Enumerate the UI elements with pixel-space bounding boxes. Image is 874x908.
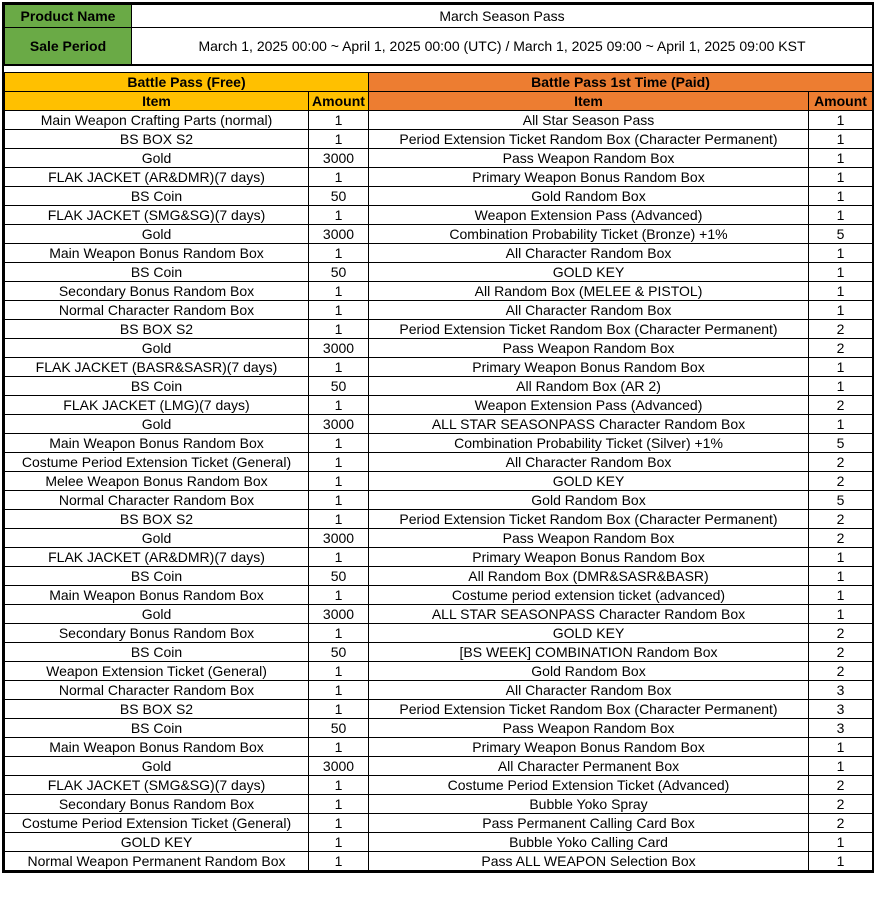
free-amount-cell: 1: [309, 320, 369, 339]
paid-amount-cell: 1: [809, 757, 873, 776]
paid-item-cell: Primary Weapon Bonus Random Box: [369, 358, 809, 377]
product-name-row: [5, 5, 873, 28]
free-item-cell: FLAK JACKET (BASR&SASR)(7 days): [5, 358, 309, 377]
product-name-label: Product Name: [5, 5, 132, 28]
paid-amount-cell: 2: [809, 453, 873, 472]
paid-item-cell: Bubble Yoko Spray: [369, 795, 809, 814]
paid-item-cell: GOLD KEY: [369, 624, 809, 643]
season-pass-sheet: [2, 2, 874, 873]
paid-item-cell: ALL STAR SEASONPASS Character Random Box: [369, 605, 809, 624]
free-item-cell: Gold: [5, 149, 309, 168]
free-item-cell: Gold: [5, 757, 309, 776]
paid-amount-cell: 1: [809, 377, 873, 396]
paid-amount-cell: 2: [809, 795, 873, 814]
paid-item-cell: GOLD KEY: [369, 472, 809, 491]
paid-item-cell: Period Extension Ticket Random Box (Character Permanent): [369, 130, 809, 149]
free-amount-cell: 1: [309, 852, 369, 871]
paid-item-cell: Primary Weapon Bonus Random Box: [369, 548, 809, 567]
paid-item-cell: Pass Permanent Calling Card Box: [369, 814, 809, 833]
paid-amount-cell: 1: [809, 738, 873, 757]
free-amount-cell: 3000: [309, 757, 369, 776]
free-amount-cell: 1: [309, 168, 369, 187]
paid-amount-cell: 2: [809, 776, 873, 795]
free-item-cell: Costume Period Extension Ticket (General): [5, 453, 309, 472]
table-row: [5, 206, 873, 225]
free-item-cell: Main Weapon Crafting Parts (normal): [5, 111, 309, 130]
table-row: [5, 415, 873, 434]
free-amount-cell: 3000: [309, 529, 369, 548]
free-item-cell: BS Coin: [5, 187, 309, 206]
free-amount-cell: 1: [309, 206, 369, 225]
free-item-cell: BS BOX S2: [5, 320, 309, 339]
table-row: [5, 339, 873, 358]
free-amount-cell: 1: [309, 662, 369, 681]
paid-item-cell: ALL STAR SEASONPASS Character Random Box: [369, 415, 809, 434]
free-amount-cell: 1: [309, 776, 369, 795]
free-amount-cell: 1: [309, 111, 369, 130]
free-item-cell: Gold: [5, 605, 309, 624]
paid-item-cell: Period Extension Ticket Random Box (Character Permanent): [369, 510, 809, 529]
free-item-cell: Main Weapon Bonus Random Box: [5, 434, 309, 453]
free-amount-cell: 50: [309, 263, 369, 282]
table-row: [5, 586, 873, 605]
paid-amount-cell: 1: [809, 206, 873, 225]
paid-pass-title: Battle Pass 1st Time (Paid): [369, 73, 873, 92]
paid-item-cell: All Character Random Box: [369, 301, 809, 320]
table-row: [5, 719, 873, 738]
table-row: [5, 852, 873, 871]
section-title-row: [5, 73, 873, 92]
table-row: [5, 434, 873, 453]
table-row: [5, 453, 873, 472]
free-item-cell: BS Coin: [5, 377, 309, 396]
free-item-cell: FLAK JACKET (AR&DMR)(7 days): [5, 168, 309, 187]
table-row: [5, 168, 873, 187]
paid-item-cell: Pass ALL WEAPON Selection Box: [369, 852, 809, 871]
free-amount-header: Amount: [309, 92, 369, 111]
paid-item-cell: Pass Weapon Random Box: [369, 339, 809, 358]
free-item-cell: BS Coin: [5, 643, 309, 662]
table-row: [5, 529, 873, 548]
free-item-cell: Melee Weapon Bonus Random Box: [5, 472, 309, 491]
free-item-cell: Main Weapon Bonus Random Box: [5, 738, 309, 757]
free-item-cell: BS BOX S2: [5, 510, 309, 529]
paid-amount-cell: 2: [809, 529, 873, 548]
paid-amount-cell: 5: [809, 225, 873, 244]
table-row: [5, 624, 873, 643]
table-row: [5, 814, 873, 833]
table-row: [5, 358, 873, 377]
paid-amount-cell: 1: [809, 567, 873, 586]
free-item-cell: Secondary Bonus Random Box: [5, 624, 309, 643]
paid-item-cell: All Character Random Box: [369, 453, 809, 472]
paid-item-cell: Pass Weapon Random Box: [369, 149, 809, 168]
free-item-cell: Gold: [5, 529, 309, 548]
paid-amount-cell: 3: [809, 700, 873, 719]
free-amount-cell: 1: [309, 396, 369, 415]
paid-item-cell: All Random Box (DMR&SASR&BASR): [369, 567, 809, 586]
free-item-cell: BS BOX S2: [5, 700, 309, 719]
free-amount-cell: 3000: [309, 225, 369, 244]
free-item-cell: Costume Period Extension Ticket (General): [5, 814, 309, 833]
table-row: [5, 244, 873, 263]
free-pass-title: Battle Pass (Free): [5, 73, 369, 92]
paid-amount-cell: 1: [809, 111, 873, 130]
free-amount-cell: 1: [309, 301, 369, 320]
items-body: [5, 111, 873, 871]
free-item-cell: FLAK JACKET (LMG)(7 days): [5, 396, 309, 415]
paid-amount-cell: 1: [809, 301, 873, 320]
sale-period-row: [5, 28, 873, 65]
paid-amount-cell: 1: [809, 548, 873, 567]
table-row: [5, 795, 873, 814]
paid-amount-cell: 2: [809, 320, 873, 339]
table-row: [5, 681, 873, 700]
sale-period-label: Sale Period: [5, 28, 132, 65]
table-row: [5, 738, 873, 757]
free-item-cell: FLAK JACKET (SMG&SG)(7 days): [5, 206, 309, 225]
paid-item-cell: Pass Weapon Random Box: [369, 719, 809, 738]
table-row: [5, 111, 873, 130]
table-row: [5, 643, 873, 662]
paid-amount-cell: 1: [809, 244, 873, 263]
paid-item-cell: Gold Random Box: [369, 491, 809, 510]
free-amount-cell: 1: [309, 358, 369, 377]
paid-amount-cell: 1: [809, 130, 873, 149]
paid-amount-cell: 5: [809, 434, 873, 453]
table-row: [5, 833, 873, 852]
paid-item-cell: Primary Weapon Bonus Random Box: [369, 738, 809, 757]
table-row: [5, 377, 873, 396]
paid-item-cell: Combination Probability Ticket (Bronze) +1%: [369, 225, 809, 244]
table-row: [5, 472, 873, 491]
table-row: [5, 776, 873, 795]
free-amount-cell: 3000: [309, 605, 369, 624]
paid-item-cell: All Star Season Pass: [369, 111, 809, 130]
paid-item-cell: Pass Weapon Random Box: [369, 529, 809, 548]
free-item-cell: Secondary Bonus Random Box: [5, 282, 309, 301]
free-amount-cell: 1: [309, 434, 369, 453]
paid-amount-cell: 2: [809, 624, 873, 643]
table-row: [5, 130, 873, 149]
free-item-cell: Gold: [5, 339, 309, 358]
free-amount-cell: 1: [309, 700, 369, 719]
free-amount-cell: 1: [309, 244, 369, 263]
column-header-row: [5, 92, 873, 111]
free-amount-cell: 1: [309, 491, 369, 510]
paid-item-cell: Costume Period Extension Ticket (Advanced): [369, 776, 809, 795]
paid-item-cell: All Character Permanent Box: [369, 757, 809, 776]
paid-amount-cell: 3: [809, 681, 873, 700]
paid-amount-cell: 1: [809, 263, 873, 282]
paid-amount-cell: 1: [809, 833, 873, 852]
free-amount-cell: 1: [309, 548, 369, 567]
free-item-cell: Normal Character Random Box: [5, 681, 309, 700]
free-item-header: Item: [5, 92, 309, 111]
free-amount-cell: 50: [309, 567, 369, 586]
free-amount-cell: 1: [309, 453, 369, 472]
section-gap: [4, 65, 872, 72]
paid-amount-cell: 1: [809, 415, 873, 434]
free-amount-cell: 1: [309, 795, 369, 814]
paid-item-cell: All Random Box (AR 2): [369, 377, 809, 396]
free-item-cell: Gold: [5, 225, 309, 244]
paid-amount-cell: 2: [809, 662, 873, 681]
sale-period-value: March 1, 2025 00:00 ~ April 1, 2025 00:00 (UTC) / March 1, 2025 09:00 ~ April 1, 2025 09:00 KST: [132, 28, 873, 65]
paid-amount-cell: 2: [809, 339, 873, 358]
paid-item-cell: All Character Random Box: [369, 244, 809, 263]
paid-amount-cell: 1: [809, 149, 873, 168]
paid-item-cell: Weapon Extension Pass (Advanced): [369, 396, 809, 415]
paid-item-cell: Period Extension Ticket Random Box (Character Permanent): [369, 700, 809, 719]
free-amount-cell: 3000: [309, 339, 369, 358]
table-row: [5, 320, 873, 339]
paid-item-cell: Gold Random Box: [369, 662, 809, 681]
table-row: [5, 187, 873, 206]
free-amount-cell: 50: [309, 377, 369, 396]
paid-item-cell: [BS WEEK] COMBINATION Random Box: [369, 643, 809, 662]
free-amount-cell: 50: [309, 187, 369, 206]
table-row: [5, 301, 873, 320]
free-amount-cell: 3000: [309, 415, 369, 434]
info-table: [4, 4, 873, 65]
paid-amount-cell: 2: [809, 510, 873, 529]
paid-amount-cell: 1: [809, 358, 873, 377]
items-table: [4, 72, 873, 871]
free-amount-cell: 1: [309, 510, 369, 529]
paid-amount-header: Amount: [809, 92, 873, 111]
free-amount-cell: 1: [309, 472, 369, 491]
paid-amount-cell: 2: [809, 396, 873, 415]
free-item-cell: GOLD KEY: [5, 833, 309, 852]
free-amount-cell: 1: [309, 282, 369, 301]
table-row: [5, 757, 873, 776]
table-row: [5, 700, 873, 719]
paid-item-cell: Period Extension Ticket Random Box (Character Permanent): [369, 320, 809, 339]
table-row: [5, 510, 873, 529]
free-amount-cell: 1: [309, 586, 369, 605]
free-item-cell: Gold: [5, 415, 309, 434]
free-amount-cell: 3000: [309, 149, 369, 168]
paid-amount-cell: 1: [809, 586, 873, 605]
paid-item-cell: Primary Weapon Bonus Random Box: [369, 168, 809, 187]
free-item-cell: Secondary Bonus Random Box: [5, 795, 309, 814]
free-item-cell: Normal Character Random Box: [5, 491, 309, 510]
free-item-cell: Normal Weapon Permanent Random Box: [5, 852, 309, 871]
table-row: [5, 282, 873, 301]
table-row: [5, 149, 873, 168]
free-amount-cell: 1: [309, 130, 369, 149]
paid-item-cell: GOLD KEY: [369, 263, 809, 282]
free-item-cell: Main Weapon Bonus Random Box: [5, 244, 309, 263]
free-item-cell: BS Coin: [5, 567, 309, 586]
free-amount-cell: 1: [309, 681, 369, 700]
paid-item-cell: All Random Box (MELEE & PISTOL): [369, 282, 809, 301]
paid-item-cell: Weapon Extension Pass (Advanced): [369, 206, 809, 225]
paid-amount-cell: 5: [809, 491, 873, 510]
table-row: [5, 491, 873, 510]
free-item-cell: Normal Character Random Box: [5, 301, 309, 320]
paid-amount-cell: 2: [809, 814, 873, 833]
free-amount-cell: 1: [309, 738, 369, 757]
table-row: [5, 605, 873, 624]
product-name-value: March Season Pass: [132, 5, 873, 28]
paid-item-cell: Combination Probability Ticket (Silver) +1%: [369, 434, 809, 453]
paid-item-cell: Costume period extension ticket (advanced): [369, 586, 809, 605]
free-item-cell: FLAK JACKET (SMG&SG)(7 days): [5, 776, 309, 795]
table-row: [5, 548, 873, 567]
free-item-cell: BS Coin: [5, 263, 309, 282]
paid-amount-cell: 3: [809, 719, 873, 738]
free-item-cell: FLAK JACKET (AR&DMR)(7 days): [5, 548, 309, 567]
table-row: [5, 567, 873, 586]
paid-item-cell: All Character Random Box: [369, 681, 809, 700]
free-amount-cell: 50: [309, 643, 369, 662]
free-item-cell: Weapon Extension Ticket (General): [5, 662, 309, 681]
free-amount-cell: 1: [309, 814, 369, 833]
free-item-cell: Main Weapon Bonus Random Box: [5, 586, 309, 605]
paid-amount-cell: 2: [809, 643, 873, 662]
free-item-cell: BS BOX S2: [5, 130, 309, 149]
free-amount-cell: 1: [309, 833, 369, 852]
paid-amount-cell: 1: [809, 605, 873, 624]
table-row: [5, 225, 873, 244]
table-row: [5, 263, 873, 282]
paid-item-cell: Bubble Yoko Calling Card: [369, 833, 809, 852]
paid-amount-cell: 1: [809, 852, 873, 871]
paid-amount-cell: 1: [809, 282, 873, 301]
paid-amount-cell: 1: [809, 187, 873, 206]
paid-item-header: Item: [369, 92, 809, 111]
paid-item-cell: Gold Random Box: [369, 187, 809, 206]
free-amount-cell: 50: [309, 719, 369, 738]
free-amount-cell: 1: [309, 624, 369, 643]
free-item-cell: BS Coin: [5, 719, 309, 738]
paid-amount-cell: 1: [809, 168, 873, 187]
table-row: [5, 396, 873, 415]
table-row: [5, 662, 873, 681]
paid-amount-cell: 2: [809, 472, 873, 491]
